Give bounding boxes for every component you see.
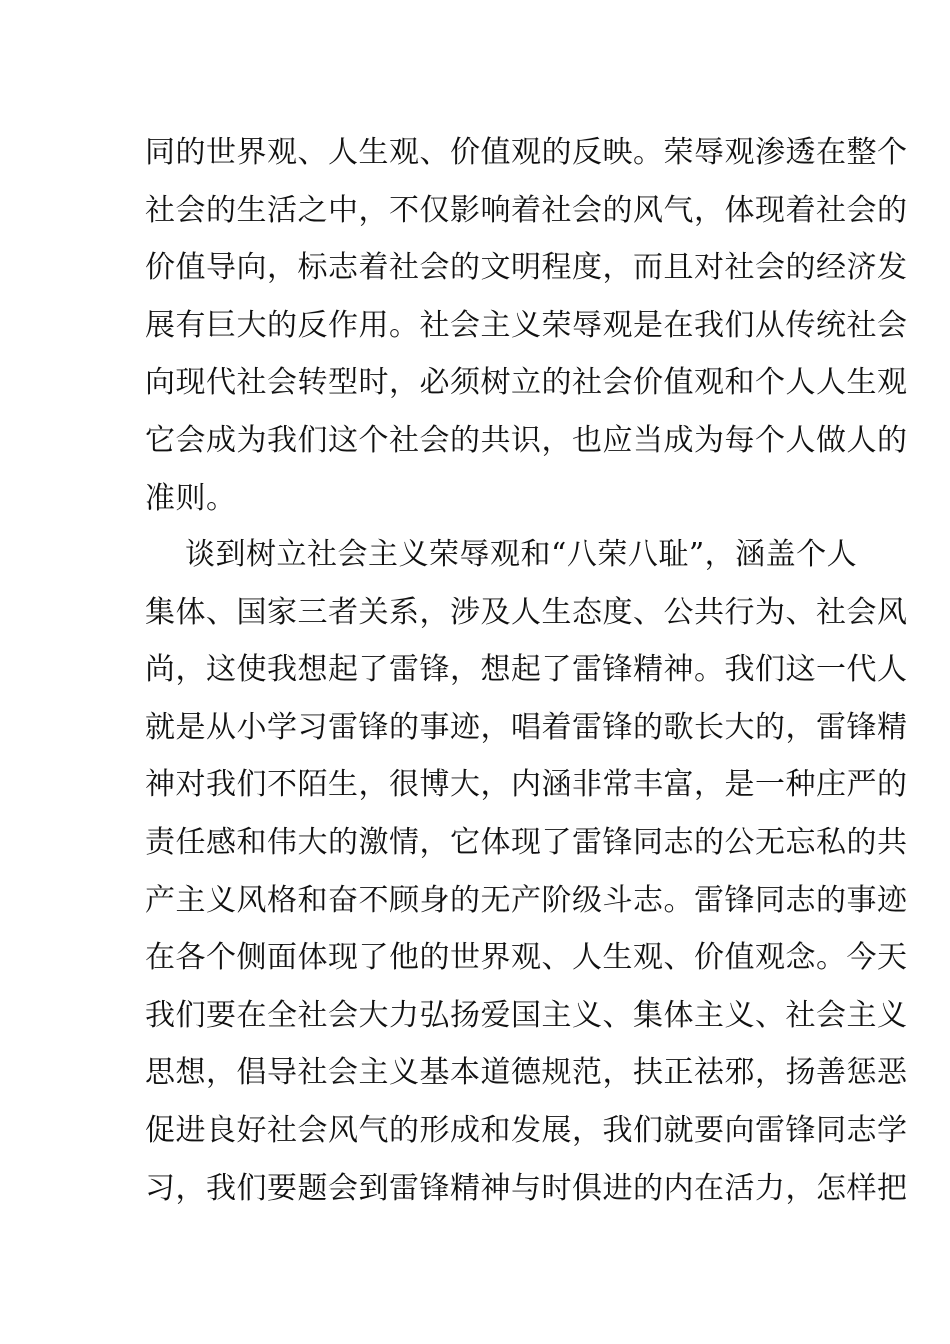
text-line: 向现代社会转型时，必须树立的社会价值观和个人人生观 — [145, 365, 908, 401]
text-line: 我们要在全社会大力弘扬爱国主义、集体主义、社会主义 — [145, 997, 908, 1033]
text-line: 习，我们要题会到雷锋精神与时俱进的内在活力，怎样把 — [145, 1170, 908, 1206]
text-line: 产主义风格和奋不顾身的无产阶级斗志。雷锋同志的事迹 — [145, 882, 908, 918]
text-line: 促进良好社会风气的形成和发展，我们就要向雷锋同志学 — [145, 1112, 908, 1148]
text-line: 神对我们不陌生，很博大，内涵非常丰富，是一种庄严的 — [145, 767, 908, 803]
text-line: 价值导向，标志着社会的文明程度，而且对社会的经济发 — [145, 250, 908, 286]
paragraph-2 — [145, 526, 908, 1217]
text-line: 展有巨大的反作用。社会主义荣辱观是在我们从传统社会 — [145, 307, 908, 343]
text-line: 尚，这使我想起了雷锋，想起了雷锋精神。我们这一代人 — [145, 652, 908, 688]
text-line: 思想，倡导社会主义基本道德规范，扶正祛邪，扬善惩恶 — [145, 1055, 908, 1091]
text-line: 社会的生活之中，不仅影响着社会的风气，体现着社会的 — [145, 192, 908, 228]
text-line: 谈到树立社会主义荣辱观和“八荣八耻”，涵盖个人 — [185, 537, 858, 572]
text-line: 它会成为我们这个社会的共识，也应当成为每个人做人的 — [145, 422, 908, 458]
text-line: 同的世界观、人生观、价值观的反映。荣辱观渗透在整个 — [145, 135, 908, 170]
text-line: 就是从小学习雷锋的事迹，唱着雷锋的歌长大的，雷锋精 — [145, 709, 908, 745]
paragraph-1 — [145, 124, 908, 527]
text-line: 准则。 — [145, 480, 237, 516]
text-line: 集体、国家三者关系，涉及人生态度、公共行为、社会风 — [145, 594, 908, 630]
text-line: 责任感和伟大的激情，它体现了雷锋同志的公无忘私的共 — [145, 824, 908, 860]
text-line: 在各个侧面体现了他的世界观、人生观、价值观念。今天 — [145, 940, 908, 976]
